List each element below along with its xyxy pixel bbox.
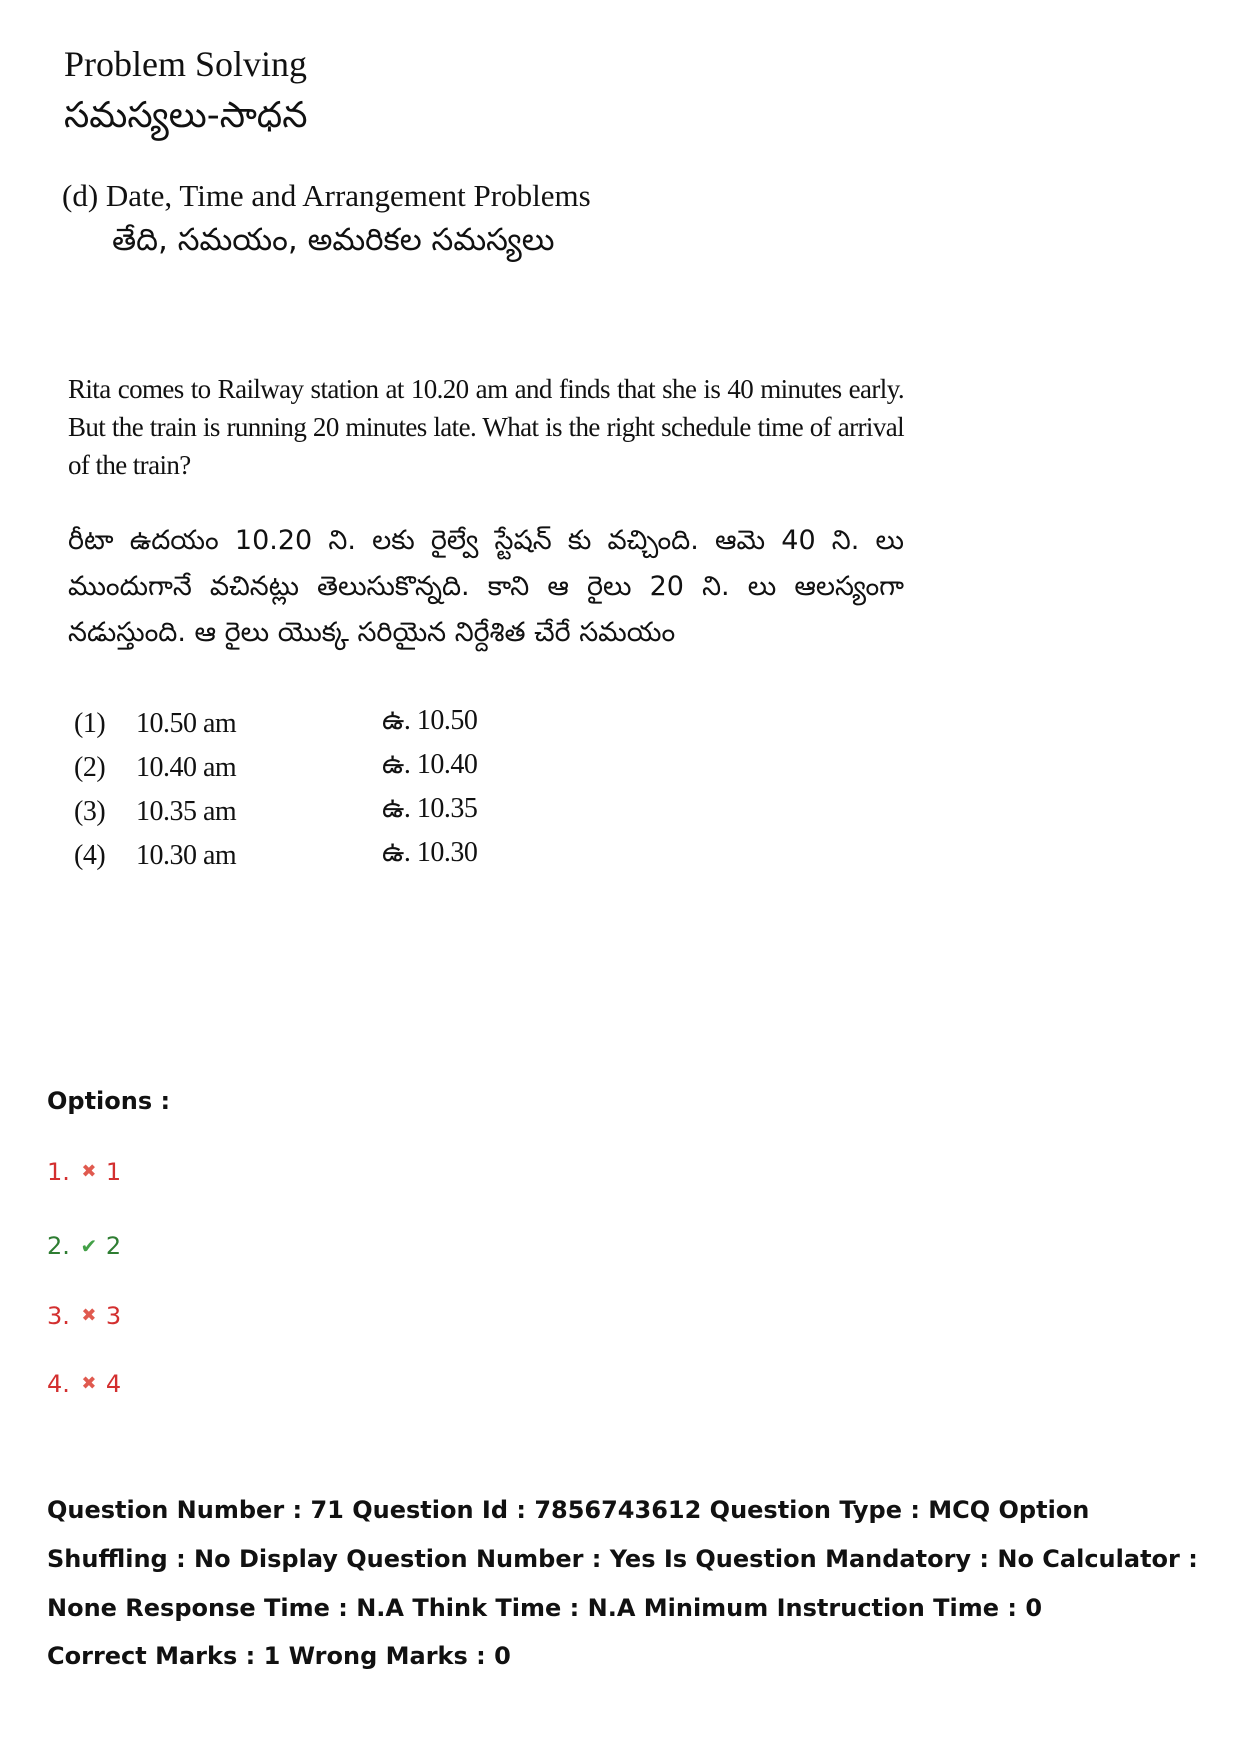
question-text: Rita comes to Railway station at 10.20 am and finds that she is 40 minutes early. But the train is running 20 minutes late. What is the right schedule time of arrival of the train? (68, 374, 904, 480)
option-item (47, 1156, 121, 1188)
option-value: 3 (105, 1302, 122, 1330)
section-title-telugu: సమస్యలు-సాధన (64, 95, 308, 136)
question-image (60, 40, 920, 910)
option-item (47, 1300, 121, 1332)
choice-number: (3) (74, 796, 106, 827)
option-item (47, 1368, 121, 1400)
marks-info: Correct Marks : 1 Wrong Marks : 0 (47, 1642, 511, 1670)
cross-icon: ✖ (81, 1305, 97, 1326)
option-value: 2 (105, 1232, 122, 1260)
section-title: Problem Solving (64, 44, 308, 84)
option-index: 3. (47, 1302, 70, 1330)
answer-choice (74, 790, 582, 834)
question-metadata: Question Number : 71 Question Id : 7856743612 Question Type : MCQ Option Shuffling : No Display Question Number : Yes Is Question Mandatory : No Calculator : None Response Time : N.A Think Time : N.A Minimum Instruction Time : 0 (47, 1496, 1198, 1622)
answer-choice (74, 746, 582, 790)
choice-text: 10.35 am (136, 796, 237, 827)
options-heading: Options : (47, 1087, 171, 1115)
choice-text-telugu: ఉ. 10.35 (382, 793, 478, 824)
choice-text-telugu: ఉ. 10.30 (382, 837, 478, 868)
cross-icon: ✖ (81, 1161, 97, 1182)
answer-choice (74, 702, 582, 746)
choice-text: 10.50 am (136, 708, 237, 739)
check-icon: ✔ (80, 1234, 98, 1258)
option-index: 2. (47, 1232, 70, 1260)
option-item (47, 1230, 121, 1262)
choice-text-telugu: ఉ. 10.50 (382, 705, 478, 736)
option-index: 4. (47, 1370, 70, 1398)
option-index: 1. (47, 1158, 70, 1186)
subsection-title: (d) Date, Time and Arrangement Problems (62, 178, 591, 213)
choice-number: (2) (74, 752, 106, 783)
choice-text-telugu: ఉ. 10.40 (382, 749, 478, 780)
cross-icon: ✖ (81, 1373, 97, 1394)
question-text-telugu: రీటా ఉదయం 10.20 ని. లకు రైల్వే స్టేషన్ కు వచ్చింది. ఆమె 40 ని. లు ముందుగానే వచినట్లు తెలుసుకొన్నది. కాని ఆ రైలు 20 ని. లు ఆలస్యంగా నడుస్తుంది. ఆ రైలు యొక్క సరియైన నిర్దేశిత చేరే సమయం (68, 525, 904, 648)
choice-text: 10.30 am (136, 840, 237, 871)
answer-choices (74, 702, 582, 878)
option-value: 1 (105, 1158, 122, 1186)
choice-number: (1) (74, 708, 106, 739)
option-value: 4 (105, 1370, 122, 1398)
choice-number: (4) (74, 840, 106, 871)
subsection-title-telugu: తేది, సమయం, అమరికల సమస్యలు (112, 222, 555, 258)
choice-text: 10.40 am (136, 752, 237, 783)
answer-choice (74, 834, 582, 878)
